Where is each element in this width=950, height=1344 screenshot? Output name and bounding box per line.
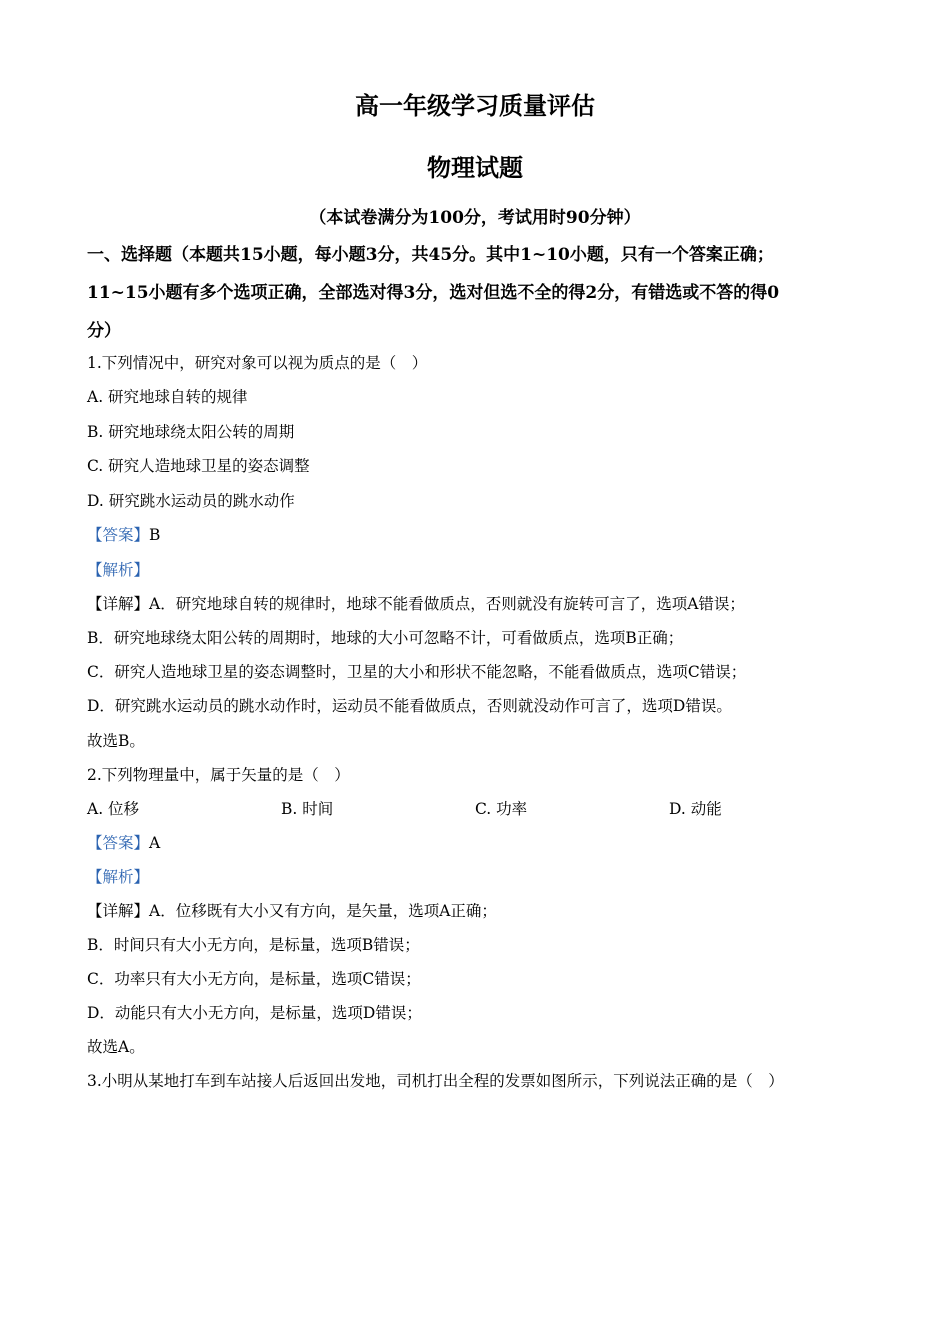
q2-detail-3: C．功率只有大小无方向，是标量，选项C错误； [87,970,421,988]
q1-answer-value: B [149,526,161,544]
q2-option-b: B. 时间 [281,800,334,818]
q1-conclusion: 故选B。 [87,732,145,750]
exam-title: 高一年级学习质量评估 [355,91,595,120]
section-heading-line-3: 分） [87,321,121,341]
section-heading-line-1: 一、选择题（本题共15小题，每小题3分，共45分。其中1~10小题，只有一个答案正确； [87,245,774,265]
q1-detail-4: D．研究跳水运动员的跳水动作时，运动员不能看做质点，否则就没动作可言了，选项D错误。 [87,697,732,715]
answer-tag: 【答案】 [87,526,150,544]
exam-info: （本试卷满分为100分，考试用时90分钟） [309,208,641,228]
q1-option-d: D. 研究跳水运动员的跳水动作 [87,492,295,510]
q2-option-d: D. 动能 [669,800,722,818]
q1-stem: 1.下列情况中，研究对象可以视为质点的是（ ） [87,354,428,372]
q3-stem: 3.小明从某地打车到车站接人后返回出发地，司机打出全程的发票如图所示，下列说法正确的是（ ） [87,1072,784,1090]
q2-stem: 2.下列物理量中，属于矢量的是（ ） [87,766,350,784]
q1-detail-2: B．研究地球绕太阳公转的周期时，地球的大小可忽略不计，可看做质点，选项B正确； [87,629,684,647]
q2-option-a: A. 位移 [87,800,140,818]
subject-title: 物理试题 [427,153,523,182]
q2-detail-1: 【详解】A．位移既有大小又有方向，是矢量，选项A正确； [87,902,497,920]
q1-analysis-tag: 【解析】 [87,561,150,579]
q2-answer-value: A [149,834,161,852]
q2-detail-4: D．动能只有大小无方向，是标量，选项D错误； [87,1004,422,1022]
q2-answer [87,831,160,853]
q2-detail-2: B．时间只有大小无方向，是标量，选项B错误； [87,936,420,954]
q1-option-a: A. 研究地球自转的规律 [87,388,248,406]
q2-analysis-tag: 【解析】 [87,868,150,886]
q2-option-c: C. 功率 [475,800,528,818]
q2-conclusion: 故选A。 [87,1038,145,1056]
q1-detail-3: C．研究人造地球卫星的姿态调整时，卫星的大小和形状不能忽略，不能看做质点，选项C错误； [87,663,747,681]
q1-detail-1: 【详解】A．研究地球自转的规律时，地球不能看做质点，否则就没有旋转可言了，选项A错误； [87,595,745,613]
q1-answer [87,523,160,545]
answer-tag: 【答案】 [87,834,150,852]
q1-option-c: C. 研究人造地球卫星的姿态调整 [87,457,310,475]
section-heading-line-2: 11~15小题有多个选项正确，全部选对得3分，选对但选不全的得2分，有错选或不答的得0 [87,283,780,303]
q1-option-b: B. 研究地球绕太阳公转的周期 [87,423,295,441]
